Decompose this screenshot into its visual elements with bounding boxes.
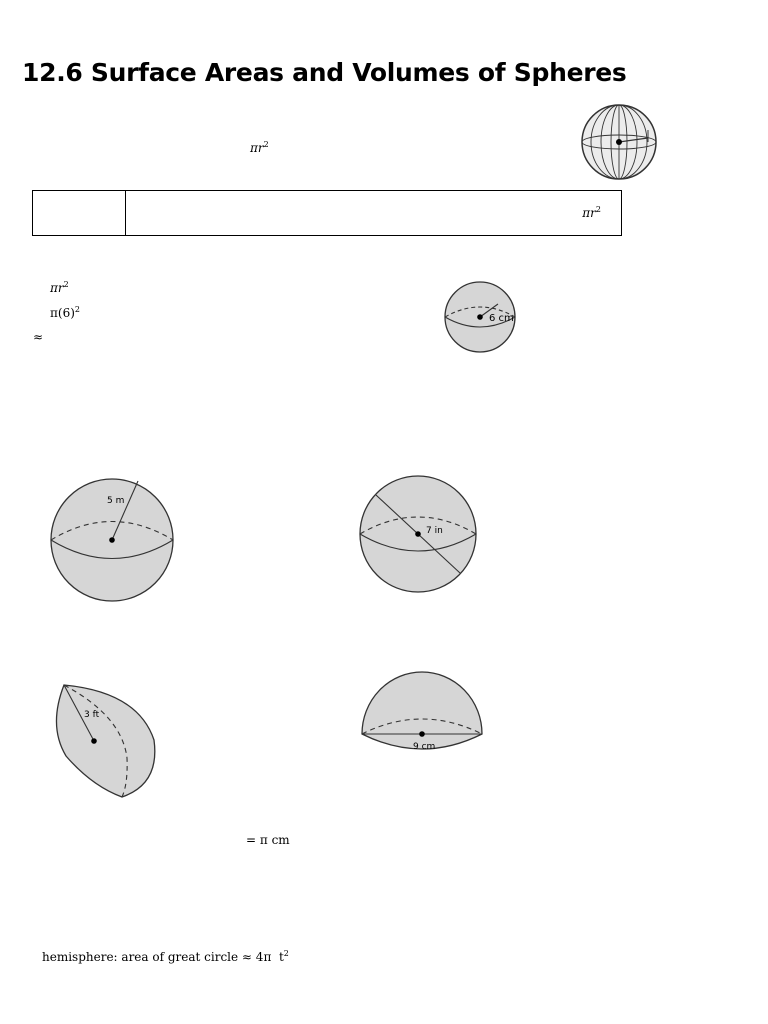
example-sphere-center <box>477 314 483 320</box>
example-sphere-figure <box>440 276 520 358</box>
page-title: 12.6 Surface Areas and Volumes of Spheres <box>22 58 627 87</box>
sphere-5m-center <box>109 537 115 543</box>
definition-formula <box>582 205 601 220</box>
example-line-1 <box>50 280 69 295</box>
definition-formula-exponent: 2 <box>595 205 601 214</box>
sphere-7in-center <box>415 531 421 537</box>
sphere-7in-figure <box>355 470 481 598</box>
intro-formula <box>250 140 269 155</box>
globe-center-dot <box>616 139 622 145</box>
intro-formula-base: πr <box>250 141 264 155</box>
hemisphere-3ft-figure <box>48 676 162 804</box>
definition-box-divider <box>125 191 126 235</box>
definition-box <box>32 190 622 236</box>
example-line-2-exponent: 2 <box>74 305 80 314</box>
hemisphere-3ft-label: 3 ft <box>84 710 100 720</box>
hemisphere-note-text: hemisphere: area of great circle ≈ 4π <box>42 950 272 964</box>
hemisphere-3ft-outline <box>56 685 154 797</box>
example-line-1-exponent: 2 <box>63 280 69 289</box>
example-line-2-base: π(6) <box>50 306 75 320</box>
hemisphere-9cm-figure <box>356 668 488 768</box>
hemisphere-note-exponent: 2 <box>283 949 289 958</box>
hemisphere-note <box>42 949 289 964</box>
hemisphere-9cm-outline <box>362 672 482 749</box>
hemisphere-3ft-center <box>91 738 97 744</box>
sphere-7in-label: 7 in <box>426 526 443 536</box>
answer-pi-cm: = π cm <box>246 833 290 847</box>
hemisphere-9cm-center <box>419 731 425 737</box>
hemisphere-9cm-label: 9 cm <box>413 742 436 752</box>
example-sphere-label: 6 cm <box>489 313 514 324</box>
intro-formula-exponent: 2 <box>263 140 269 149</box>
definition-formula-base: πr <box>582 206 596 220</box>
hemisphere-note-unit: t <box>278 950 284 964</box>
globe-sphere-figure <box>578 100 660 184</box>
sphere-5m-label: 5 m <box>107 496 125 506</box>
sphere-5m-figure <box>44 472 180 608</box>
example-line-2 <box>50 305 80 320</box>
example-approx-symbol: ≈ <box>33 330 44 344</box>
example-line-1-base: πr <box>50 281 64 295</box>
